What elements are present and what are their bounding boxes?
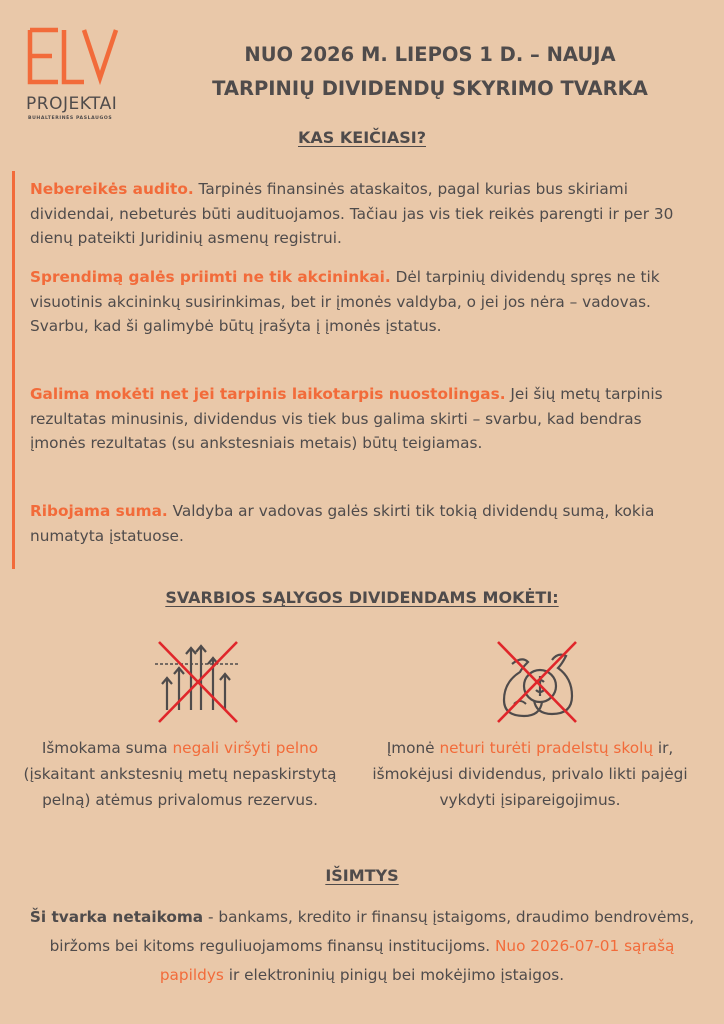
exceptions-text — [20, 903, 704, 990]
condition-pre: Išmokama suma — [41, 739, 173, 757]
change-text: Valdyba ar vadovas galės skirti tik tokią dividendų sumą, kokia numatyta įstatuose. — [30, 502, 655, 545]
exceptions-lead: Ši tvarka netaikoma — [29, 908, 204, 926]
condition-highlight: negali viršyti pelno — [172, 739, 319, 757]
company-logo — [22, 24, 140, 124]
change-item — [30, 177, 700, 251]
title-line-2: TARPINIŲ DIVIDENDŲ SKYRIMO TVARKA — [212, 77, 648, 100]
change-item — [30, 265, 700, 339]
changes-heading: KAS KEIČIASI? — [298, 128, 426, 147]
logo-tagline: BUHALTERINĖS PASLAUGOS — [28, 116, 113, 121]
change-text: Jei šių metų tarpinis rezultatas minusinis, dividendus vis tiek bus galima skirti – svarbu, kad bendras įmonės rezultatas (su ankstesniais metais) būtų teigiamas. — [30, 385, 663, 452]
elv-logo-mark — [22, 24, 122, 94]
change-text: Dėl tarpinių dividendų spręs ne tik visuotinis akcininkų susirinkimas, bet ir įmonės valdyba, o jei jos nėra – vadovas. Svarbu, kad ši galimybė būtų įrašyta į įmonės įstatus. — [30, 268, 660, 335]
condition-pre: Įmonė — [386, 739, 440, 757]
condition-highlight: neturi turėti pradelstų skolų — [439, 739, 654, 757]
change-lead: Ribojama suma. — [30, 502, 168, 520]
condition-debts — [370, 735, 690, 813]
change-item — [30, 382, 700, 456]
exceptions-highlight: Nuo 2026-07-01 sąrašą papildys — [159, 937, 675, 984]
exceptions-text-2: ir elektroninių pinigų bei mokėjimo įstaigos. — [223, 966, 565, 984]
change-item — [30, 499, 700, 548]
exceptions-heading: IŠIMTYS — [325, 866, 399, 885]
page-title — [140, 38, 720, 106]
change-lead: Nebereikės audito. — [30, 180, 194, 198]
condition-profit — [20, 735, 340, 813]
changes-section — [12, 171, 711, 569]
change-lead: Sprendimą galės priimti ne tik akcininkai. — [30, 268, 391, 286]
condition-post: (įskaitant ankstesnių metų nepaskirstytą pelną) atėmus privalomus rezervus. — [23, 765, 337, 809]
exceptions-text-1: - bankams, kredito ir finansų įstaigoms, draudimo bendrovėms, biržoms bei kitoms reguliuojamoms finansų institucijoms. — [49, 908, 695, 955]
conditions-heading: SVARBIOS SĄLYGOS DIVIDENDAMS MOKĖTI: — [165, 588, 559, 607]
change-text: Tarpinės finansinės ataskaitos, pagal kurias bus skiriami dividendai, nebeturės būti audituojamos. Tačiau jas vis tiek reikės parengti ir per 30 dienų pateikti Juridinių asmenų registrui. — [30, 180, 674, 247]
debt-bags-crossed-icon — [492, 638, 580, 726]
title-line-1: NUO 2026 M. LIEPOS 1 D. – NAUJA — [244, 43, 616, 66]
arrows-exceeding-line-crossed-icon — [153, 638, 241, 726]
condition-post: ir, išmokėjusi dividendus, privalo likti pajėgi vykdyti įsipareigojimus. — [372, 739, 688, 809]
logo-name: PROJEKTAI — [26, 94, 118, 114]
change-lead: Galima mokėti net jei tarpinis laikotarpis nuostolingas. — [30, 385, 506, 403]
